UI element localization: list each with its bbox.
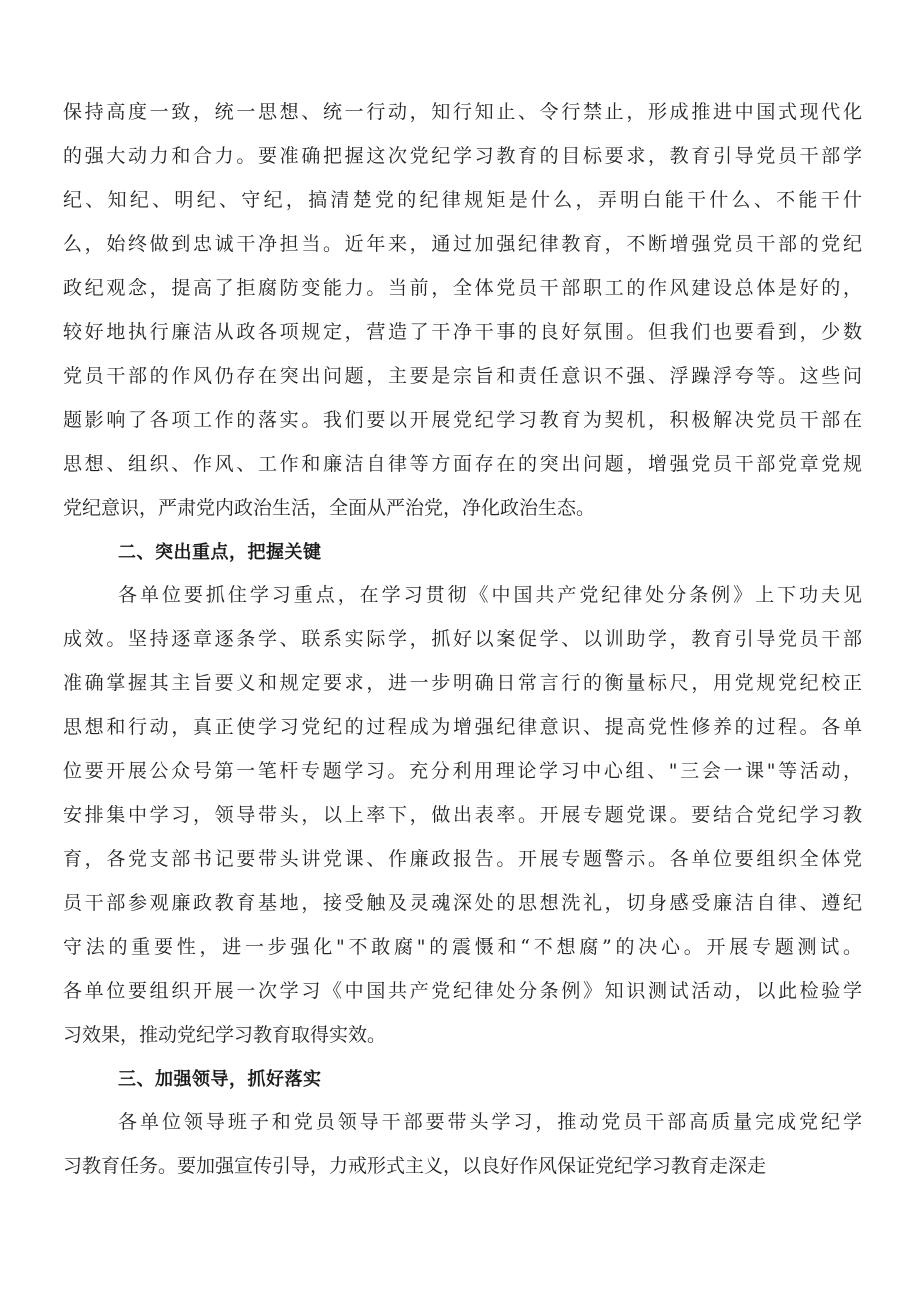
paragraph-1-line: 的强大动力和合力。要准确把握这次党纪学习教育的目标要求，教育引导党员干部学 [63, 145, 865, 167]
section-heading-2: 二、突出重点，把握关键 [118, 542, 322, 563]
paragraph-2-line: 各单位要抓住学习重点，在学习贯彻《中国共产党纪律处分条例》上下功夫见 [118, 584, 865, 606]
paragraph-1-line: 政纪观念，提高了拒腐防变能力。当前，全体党员干部职工的作风建设总体是好的， [63, 277, 865, 299]
paragraph-2-line: 成效。坚持逐章逐条学、联系实际学，抓好以案促学、以训助学，教育引导党员干部 [63, 628, 865, 650]
paragraph-1-line: 么，始终做到忠诚干净担当。近年来，通过加强纪律教育，不断增强党员干部的党纪 [63, 233, 865, 255]
paragraph-2-line: 安排集中学习，领导带头，以上率下，做出表率。开展专题党课。要结合党纪学习教 [63, 804, 865, 826]
paragraph-1-line: 题影响了各项工作的落实。我们要以开展党纪学习教育为契机，积极解决党员干部在 [63, 409, 865, 431]
paragraph-2-line: 育，各党支部书记要带头讲党课、作廉政报告。开展专题警示。各单位要组织全体党 [63, 848, 865, 870]
paragraph-3-line: 习教育任务。要加强宣传引导，力戒形式主义，以良好作风保证党纪学习教育走深走 [63, 1155, 767, 1177]
paragraph-1-line: 党员干部的作风仍存在突出问题，主要是宗旨和责任意识不强、浮躁浮夸等。这些问 [63, 365, 865, 387]
section-heading-3: 三、加强领导，抓好落实 [118, 1069, 322, 1090]
paragraph-3-line: 各单位领导班子和党员领导干部要带头学习，推动党员干部高质量完成党纪学 [118, 1111, 865, 1133]
paragraph-1-line: 较好地执行廉洁从政各项规定，营造了干净干事的良好氛围。但我们也要看到，少数 [63, 321, 865, 343]
paragraph-1-line: 保持高度一致，统一思想、统一行动，知行知止、令行禁止，形成推进中国式现代化 [63, 101, 865, 123]
paragraph-2-line: 位要开展公众号第一笔杆专题学习。充分利用理论学习中心组、"三会一课"等活动， [63, 760, 865, 782]
paragraph-1-line: 纪、知纪、明纪、守纪，搞清楚党的纪律规矩是什么，弄明白能干什么、不能干什 [63, 189, 866, 211]
paragraph-1-line: 思想、组织、作风、工作和廉洁自律等方面存在的突出问题，增强党员干部党章党规 [63, 453, 865, 475]
paragraph-2-line: 员干部参观廉政教育基地，接受触及灵魂深处的思想洗礼，切身感受廉洁自律、遵纪 [63, 892, 865, 914]
paragraph-1-line: 党纪意识，严肃党内政治生活，全面从严治党，净化政治生态。 [63, 497, 596, 519]
paragraph-2-line: 习效果，推动党纪学习教育取得实效。 [63, 1024, 387, 1046]
paragraph-2-line: 守法的重要性，进一步强化"不敢腐"的震慑和“不想腐”的决心。开展专题测试。 [63, 936, 866, 958]
paragraph-2-line: 各单位要组织开展一次学习《中国共产党纪律处分条例》知识测试活动，以此检验学 [63, 980, 865, 1002]
paragraph-2-line: 思想和行动，真正使学习党纪的过程成为增强纪律意识、提高党性修养的过程。各单 [63, 716, 865, 738]
paragraph-2-line: 准确掌握其主旨要义和规定要求，进一步明确日常言行的衡量标尺，用党规党纪校正 [63, 672, 865, 694]
